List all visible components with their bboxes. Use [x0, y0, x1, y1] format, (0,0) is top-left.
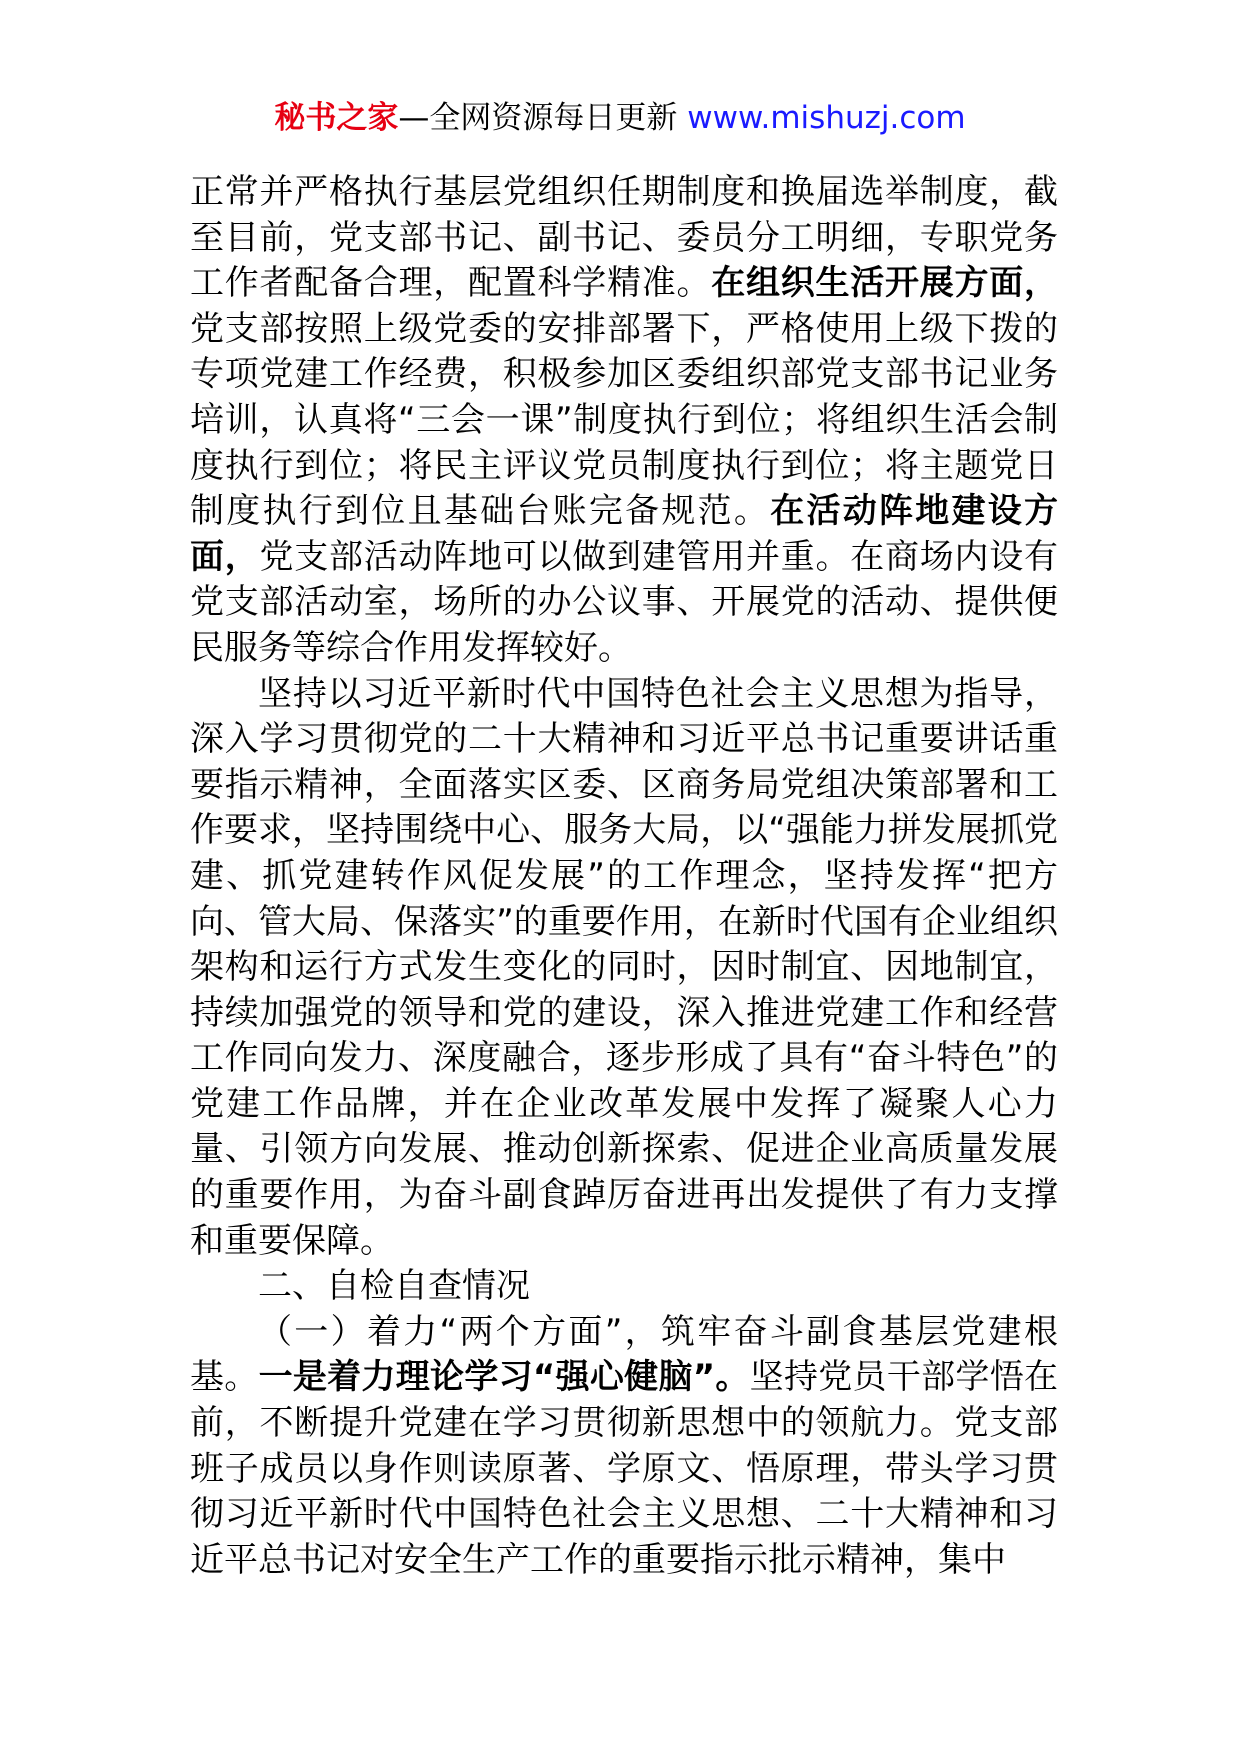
paragraph-text: （一）着力“两个方面”，筑牢奋斗副食基层党建根基。	[190, 1311, 1058, 1398]
site-header	[0, 98, 1240, 138]
paragraph-text: 党支部活动阵地可以做到建管用并重。在商场内设有党支部活动室，场所的办公议事、开展党的活动、提供便民服务等综合作用发挥较好。	[190, 536, 1058, 668]
paragraph-guidance: 坚持以习近平新时代中国特色社会主义思想为指导，深入学习贯彻党的二十大精神和习近平总书记重要讲话重要指示精神，全面落实区委、区商务局党组决策部署和工作要求，坚持围绕中心、服务大局，以“强能力拼发展抓党建、抓党建转作风促发展”的工作理念，坚持发挥“把方向、管大局、保落实”的重要作用，在新时代国有企业组织架构和运行方式发生变化的同时，因时制宜、因地制宜，持续加强党的领导和党的建设，深入推进党建工作和经营工作同向发力、深度融合，逐步形成了具有“奋斗特色”的党建工作品牌，并在企业改革发展中发挥了凝聚人心力量、引领方向发展、推动创新探索、促进企业高质量发展的重要作用，为奋斗副食踔厉奋进再出发提供了有力支撑和重要保障。	[190, 673, 1058, 1261]
paragraph-text: 坚持党员干部学悟在前，不断提升党建在学习贯彻新思想中的领航力。党支部班子成员以身作则读原著、学原文、悟原理，带头学习贯彻习近平新时代中国特色社会主义思想、二十大精神和习近平总书记对安全生产工作的重要指示批示精神，集中	[190, 1357, 1059, 1580]
bold-lead-theory-study: 一是着力理论学习“强心健脑”。	[258, 1357, 750, 1398]
bold-lead-activity-position: 在活动阵地建设方面，	[190, 491, 1059, 577]
paragraph-text: 正常并严格执行基层党组织任期制度和换届选举制度，截至目前，党支部书记、副书记、委员分工明细，专职党务工作者配备合理，配置科学精准。	[190, 172, 1058, 304]
section-heading: 二、自检自查情况	[258, 1266, 530, 1307]
paragraph-two-aspects	[190, 1310, 1058, 1584]
header-slogan: —全网资源每日更新	[398, 100, 688, 136]
document-body	[190, 170, 1058, 1583]
brand-name: 秘书之家	[274, 100, 399, 136]
site-url-link[interactable]: www.mishuzj.com	[687, 100, 966, 136]
paragraph-text: 党支部按照上级党委的安排部署下，严格使用上级下拨的专项党建工作经费，积极参加区委组织部党支部书记业务培训，认真将“三会一课”制度执行到位；将组织生活会制度执行到位；将民主评议党员制度执行到位；将主题党日制度执行到位且基础台账完备规范。	[190, 308, 1058, 532]
bold-lead-organization-life: 在组织生活开展方面，	[711, 263, 1058, 304]
paragraph-organization	[190, 170, 1058, 672]
